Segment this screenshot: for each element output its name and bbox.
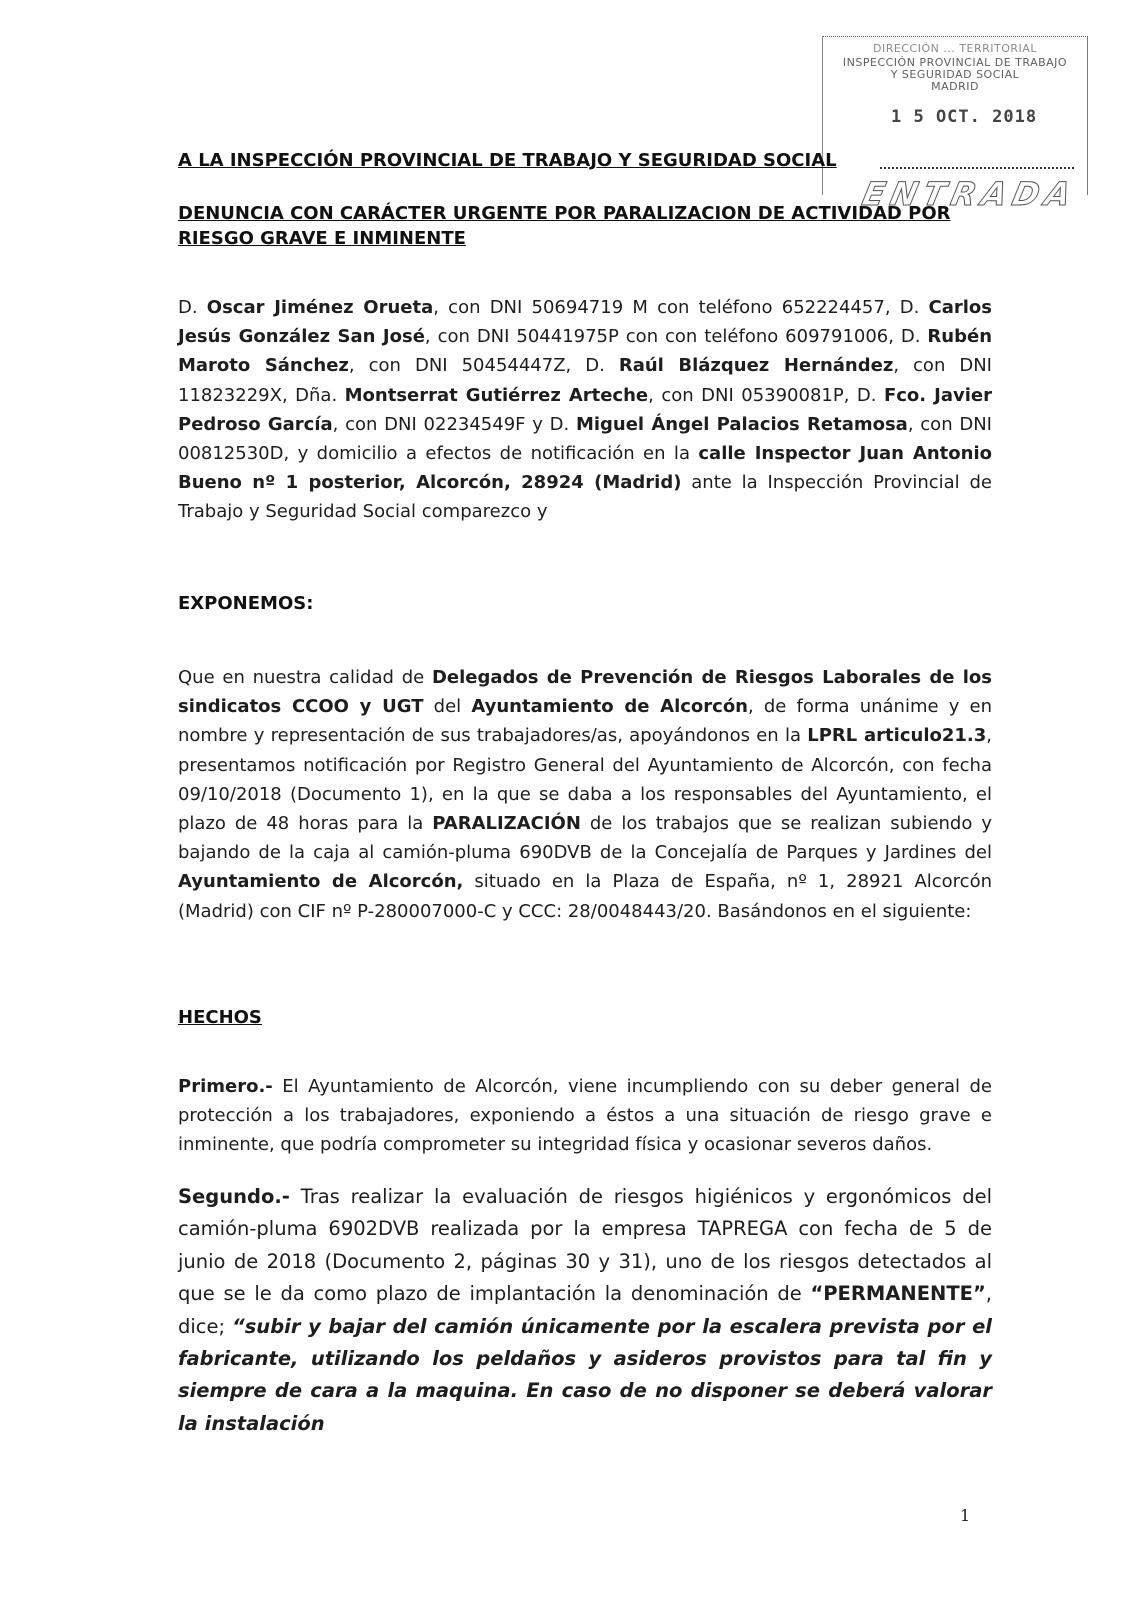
dotted-line — [880, 167, 1074, 169]
stamp-line-4: MADRID — [931, 80, 979, 93]
quoted-requirement: “subir y bajar del camión únicamente por la escalera prevista por el fabricante, utilizando los peldaños y asideros provistos para tal fin y siempre de cara a la maquina. En caso de no disponer se deberá valorar la instalación — [178, 1314, 992, 1435]
name-7: Miguel Ángel Palacios Retamosa — [575, 413, 908, 435]
primero-label: Primero.- — [178, 1076, 273, 1097]
page-number: 1 — [960, 1506, 971, 1525]
hechos-heading: HECHOS — [178, 1007, 262, 1028]
address: calle Inspector Juan Antonio Bueno nº 1 posterior, Alcorcón, 28924 (Madrid) — [178, 443, 993, 494]
exponemos-paragraph: Que en nuestra calidad de Delegados de Prevención de Riesgos Laborales de los sindicatos CCOO y UGT del Ayuntamiento de Alcorcón, de forma unánime y en nombre y representación de sus trabajadores/as, apoyándonos en la LPRL articulo21.3, presentamos notificación por Registro General del Ayuntamiento de Alcorcón, con fecha 09/10/2018 (Documento 1), en la que se daba a los responsables del Ayuntamiento, el plazo de 48 horas para la PARALIZACIÓN de los trabajos que se realizan subiendo y bajando de la caja al camión-pluma 690DVB de la Concejalía de Parques y Jardines del Ayuntamiento de Alcorcón, situado en la Plaza de España, nº 1, 28921 Alcorcón (Madrid) con CIF nº P-280007000-C y CCC: 28/0048443/20. Basándonos en el siguiente: — [178, 667, 993, 922]
name-1: Oscar Jiménez Orueta — [206, 297, 434, 318]
intro-paragraph: D. Oscar Jiménez Orueta, con DNI 50694719 M con teléfono 652224457, D. Carlos Jesús González San José, con DNI 50441975P con con teléfono 609791006, D. Rubén Maroto Sánchez, con DNI 50454447Z, D. Raúl Blázquez Hernández, con DNI 11823229X, Dña. Montserrat Gutiérrez Arteche, con DNI 05390081P, D. Fco. Javier Pedroso García, con DNI 02234549F y D. Miguel Ángel Palacios Retamosa, con DNI 00812530D, y domicilio a efectos de notificación en la calle Inspector Juan Antonio Bueno nº 1 posterior, Alcorcón, 28924 (Madrid) ante la Inspección Provincial de Trabajo y Seguridad Social comparezco y — [178, 297, 993, 523]
stamp-line-2: INSPECCIÓN PROVINCIAL DE TRABAJO — [842, 56, 1068, 69]
name-3: Rubén Maroto Sánchez — [178, 326, 993, 377]
name-6: Fco. Javier Pedroso García — [178, 384, 992, 435]
complaint-title: DENUNCIA CON CARÁCTER URGENTE POR PARALIZACION DE ACTIVIDAD POR RIESGO GRAVE E INMINENTE — [178, 203, 951, 249]
registry-stamp — [822, 36, 1088, 213]
name-5: Montserrat Gutiérrez Arteche — [344, 384, 649, 406]
primero-paragraph: Primero.- El Ayuntamiento de Alcorcón, viene incumpliendo con su deber general de protección a los trabajadores, exponiendo a éstos a una situación de riesgo grave e inminente, que podría comprometer su integridad física y ocasionar severos daños. — [178, 1076, 992, 1156]
name-4: Raúl Blázquez Hernández — [618, 355, 894, 377]
name-2: Carlos Jesús González San José — [178, 297, 992, 348]
addressee-heading: A LA INSPECCIÓN PROVINCIAL DE TRABAJO Y SEGURIDAD SOCIAL — [178, 150, 837, 171]
stamp-entry-label: ENTRADA — [858, 175, 1081, 213]
segundo-paragraph: Segundo.- Tras realizar la evaluación de riesgos higiénicos y ergonómicos del camión-pluma 6902DVB realizada por la empresa TAPREGA con fecha de 5 de junio de 2018 (Documento 2, páginas 30 y 31), uno de los riesgos detectados al que se le da como plazo de implantación la denominación de “PERMANENTE”, dice; “subir y bajar del camión únicamente por la escalera prevista por el fabricante, utilizando los peldaños y asideros provistos para tal fin y siempre de cara a la maquina. En caso de no disponer se deberá valorar la instalación — [178, 1185, 992, 1435]
stamp-line-3: Y SEGURIDAD SOCIAL — [890, 68, 1020, 81]
segundo-label: Segundo.- — [178, 1185, 290, 1208]
stamp-date: 1 5 OCT. 2018 — [891, 107, 1038, 127]
exponemos-heading: EXPONEMOS: — [178, 593, 314, 614]
stamp-line-1: DIRECCIÓN ... TERRITORIAL — [873, 42, 1037, 55]
